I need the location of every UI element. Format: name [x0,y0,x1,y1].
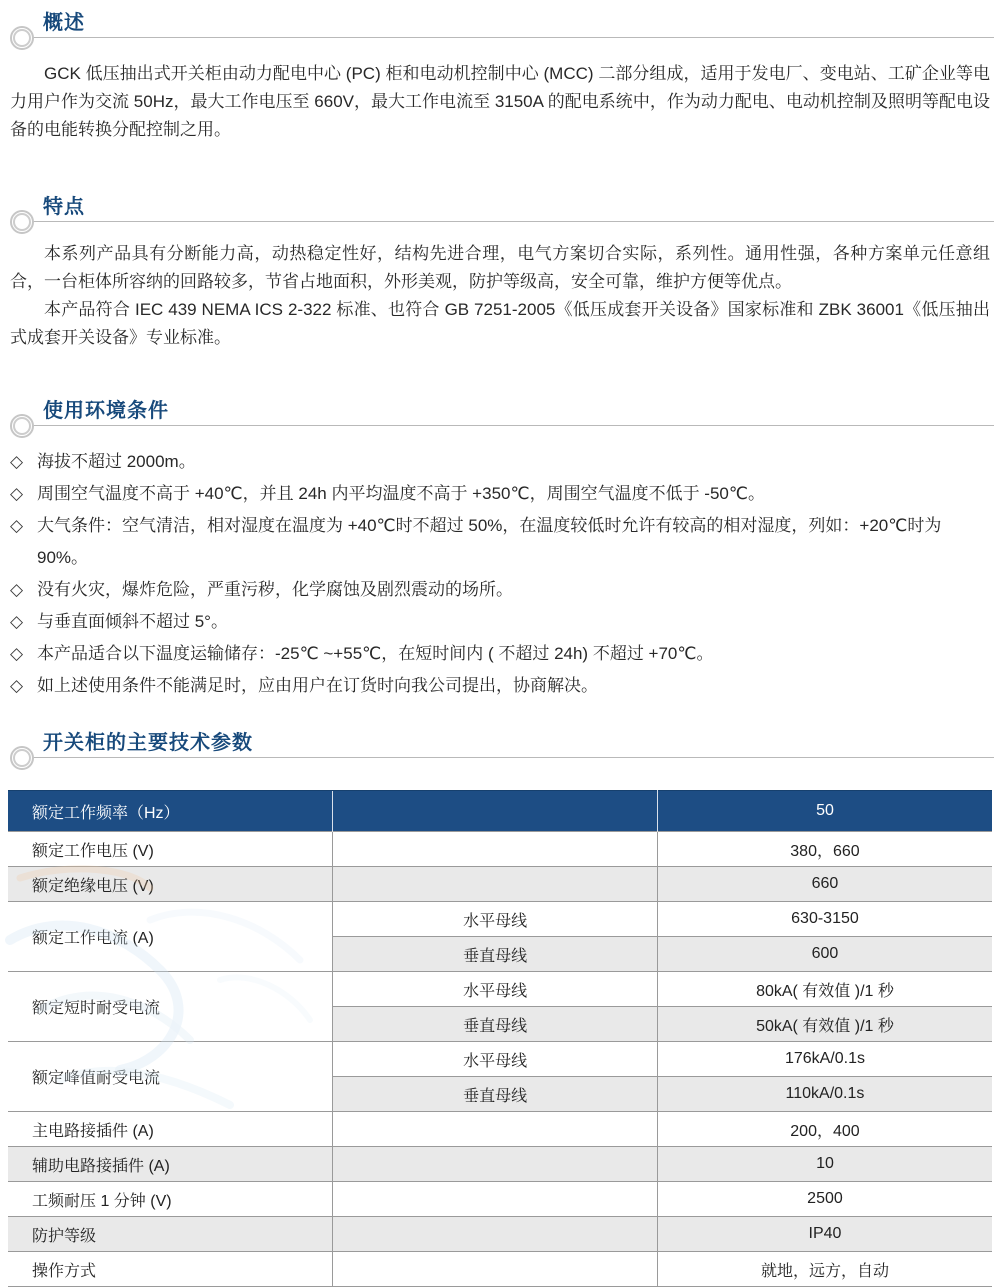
param-value: 10 [657,1147,992,1182]
env-condition-item [10,510,990,574]
table-row [8,1112,992,1147]
heading-rule [24,37,994,38]
diamond-bullet-icon: ◇ [10,580,24,599]
param-value: 50kA( 有效值 )/1 秒 [657,1007,992,1042]
double-ring-icon [10,414,34,438]
section-title-overview: 概述 [43,12,85,34]
env-condition-item [10,670,990,702]
features-paragraph-2: 本产品符合 IEC 439 NEMA ICS 2-322 标准、也符合 GB 7251-2005《低压成套开关设备》国家标准和 ZBK 36001《低压抽出式成套开关设备》专业标准。 [10,300,990,347]
param-value: 630-3150 [657,902,992,937]
param-sub: 垂直母线 [333,1007,658,1042]
param-label: 防护等级 [8,1217,333,1252]
param-sub: 垂直母线 [333,1077,658,1112]
parameters-table [8,790,992,1287]
heading-rule [24,425,994,426]
param-value: 2500 [657,1182,992,1217]
param-value: 200，400 [657,1112,992,1147]
param-value: 110kA/0.1s [657,1077,992,1112]
section-title-parameters: 开关柜的主要技术参数 [43,732,253,754]
param-sub [333,791,658,832]
heading-rule [24,221,994,222]
param-label: 额定工作电流 (A) [8,902,333,972]
env-condition-text: 大气条件：空气清洁，相对湿度在温度为 +40℃时不超过 50%，在温度较低时允许有较高的相对湿度，列如：+20℃时为 90%。 [37,516,942,567]
env-condition-text: 如上述使用条件不能满足时，应由用户在订货时向我公司提出，协商解决。 [37,676,598,695]
section-heading-environment [10,398,990,432]
diamond-bullet-icon: ◇ [10,676,24,695]
param-label: 额定工作电压 (V) [8,832,333,867]
overview-paragraph: GCK 低压抽出式开关柜由动力配电中心 (PC) 柜和电动机控制中心 (MCC) 二部分组成，适用于发电厂、变电站、工矿企业等电力用户作为交流 50Hz，最大工作电压至 660V，最大工作电流至 3150A 的配电系统中，作为动力配电、电动机控制及照明等配电设备的电能转换分配控制之用。 [10,64,990,139]
param-value: 600 [657,937,992,972]
env-condition-item [10,638,990,670]
param-value: 80kA( 有效值 )/1 秒 [657,972,992,1007]
diamond-bullet-icon: ◇ [10,612,24,631]
param-value: 660 [657,867,992,902]
param-label: 额定绝缘电压 (V) [8,867,333,902]
env-condition-text: 周围空气温度不高于 +40℃，并且 24h 内平均温度不高于 +350℃，周围空气温度不低于 -50℃。 [37,484,765,503]
document-page [0,10,1000,1287]
table-row [8,1217,992,1252]
param-sub: 水平母线 [333,972,658,1007]
env-condition-text: 与垂直面倾斜不超过 5°。 [37,612,228,631]
param-label: 工频耐压 1 分钟 (V) [8,1182,333,1217]
param-sub [333,1112,658,1147]
double-ring-icon [10,210,34,234]
env-condition-text: 海拔不超过 2000m。 [37,452,196,471]
param-sub [333,832,658,867]
param-value: IP40 [657,1217,992,1252]
param-label: 主电路接插件 (A) [8,1112,333,1147]
env-condition-text: 本产品适合以下温度运输储存：-25℃ ~+55℃，在短时间内 ( 不超过 24h) 不超过 +70℃。 [37,644,714,663]
double-ring-icon [10,26,34,50]
param-label: 额定峰值耐受电流 [8,1042,333,1112]
environment-condition-list [10,446,990,702]
table-row [8,1182,992,1217]
param-label: 操作方式 [8,1252,333,1287]
param-value: 176kA/0.1s [657,1042,992,1077]
features-paragraph-1: 本系列产品具有分断能力高，动热稳定性好，结构先进合理，电气方案切合实际，系列性。通用性强，各种方案单元任意组合，一台柜体所容纳的回路较多，节省占地面积，外形美观，防护等级高，安全可靠，维护方便等优点。 [10,244,990,291]
param-value: 380，660 [657,832,992,867]
features-text [10,240,990,352]
table-row [8,1252,992,1287]
param-label: 辅助电路接插件 (A) [8,1147,333,1182]
diamond-bullet-icon: ◇ [10,644,24,663]
env-condition-item [10,478,990,510]
param-sub [333,1217,658,1252]
param-sub [333,867,658,902]
param-sub: 垂直母线 [333,937,658,972]
section-title-environment: 使用环境条件 [43,400,169,422]
env-condition-item [10,574,990,606]
env-condition-item [10,606,990,638]
param-label: 额定工作频率（Hz） [8,791,333,832]
diamond-bullet-icon: ◇ [10,452,24,471]
diamond-bullet-icon: ◇ [10,484,24,503]
table-row [8,1042,992,1077]
heading-rule [24,757,994,758]
env-condition-text: 没有火灾，爆炸危险，严重污秽，化学腐蚀及剧烈震动的场所。 [37,580,513,599]
param-value: 50 [657,791,992,832]
param-label: 额定短时耐受电流 [8,972,333,1042]
double-ring-icon [10,746,34,770]
section-heading-overview [10,10,990,44]
param-sub [333,1147,658,1182]
table-row [8,902,992,937]
section-heading-parameters [10,730,990,764]
param-sub: 水平母线 [333,1042,658,1077]
section-title-features: 特点 [43,196,85,218]
param-value: 就地，远方，自动 [657,1252,992,1287]
table-row [8,1147,992,1182]
table-row [8,972,992,1007]
table-row [8,867,992,902]
param-sub [333,1252,658,1287]
diamond-bullet-icon: ◇ [10,516,24,535]
section-heading-features [10,194,990,228]
table-row [8,832,992,867]
env-condition-item [10,446,990,478]
table-header-row [8,791,992,832]
param-sub: 水平母线 [333,902,658,937]
param-sub [333,1182,658,1217]
